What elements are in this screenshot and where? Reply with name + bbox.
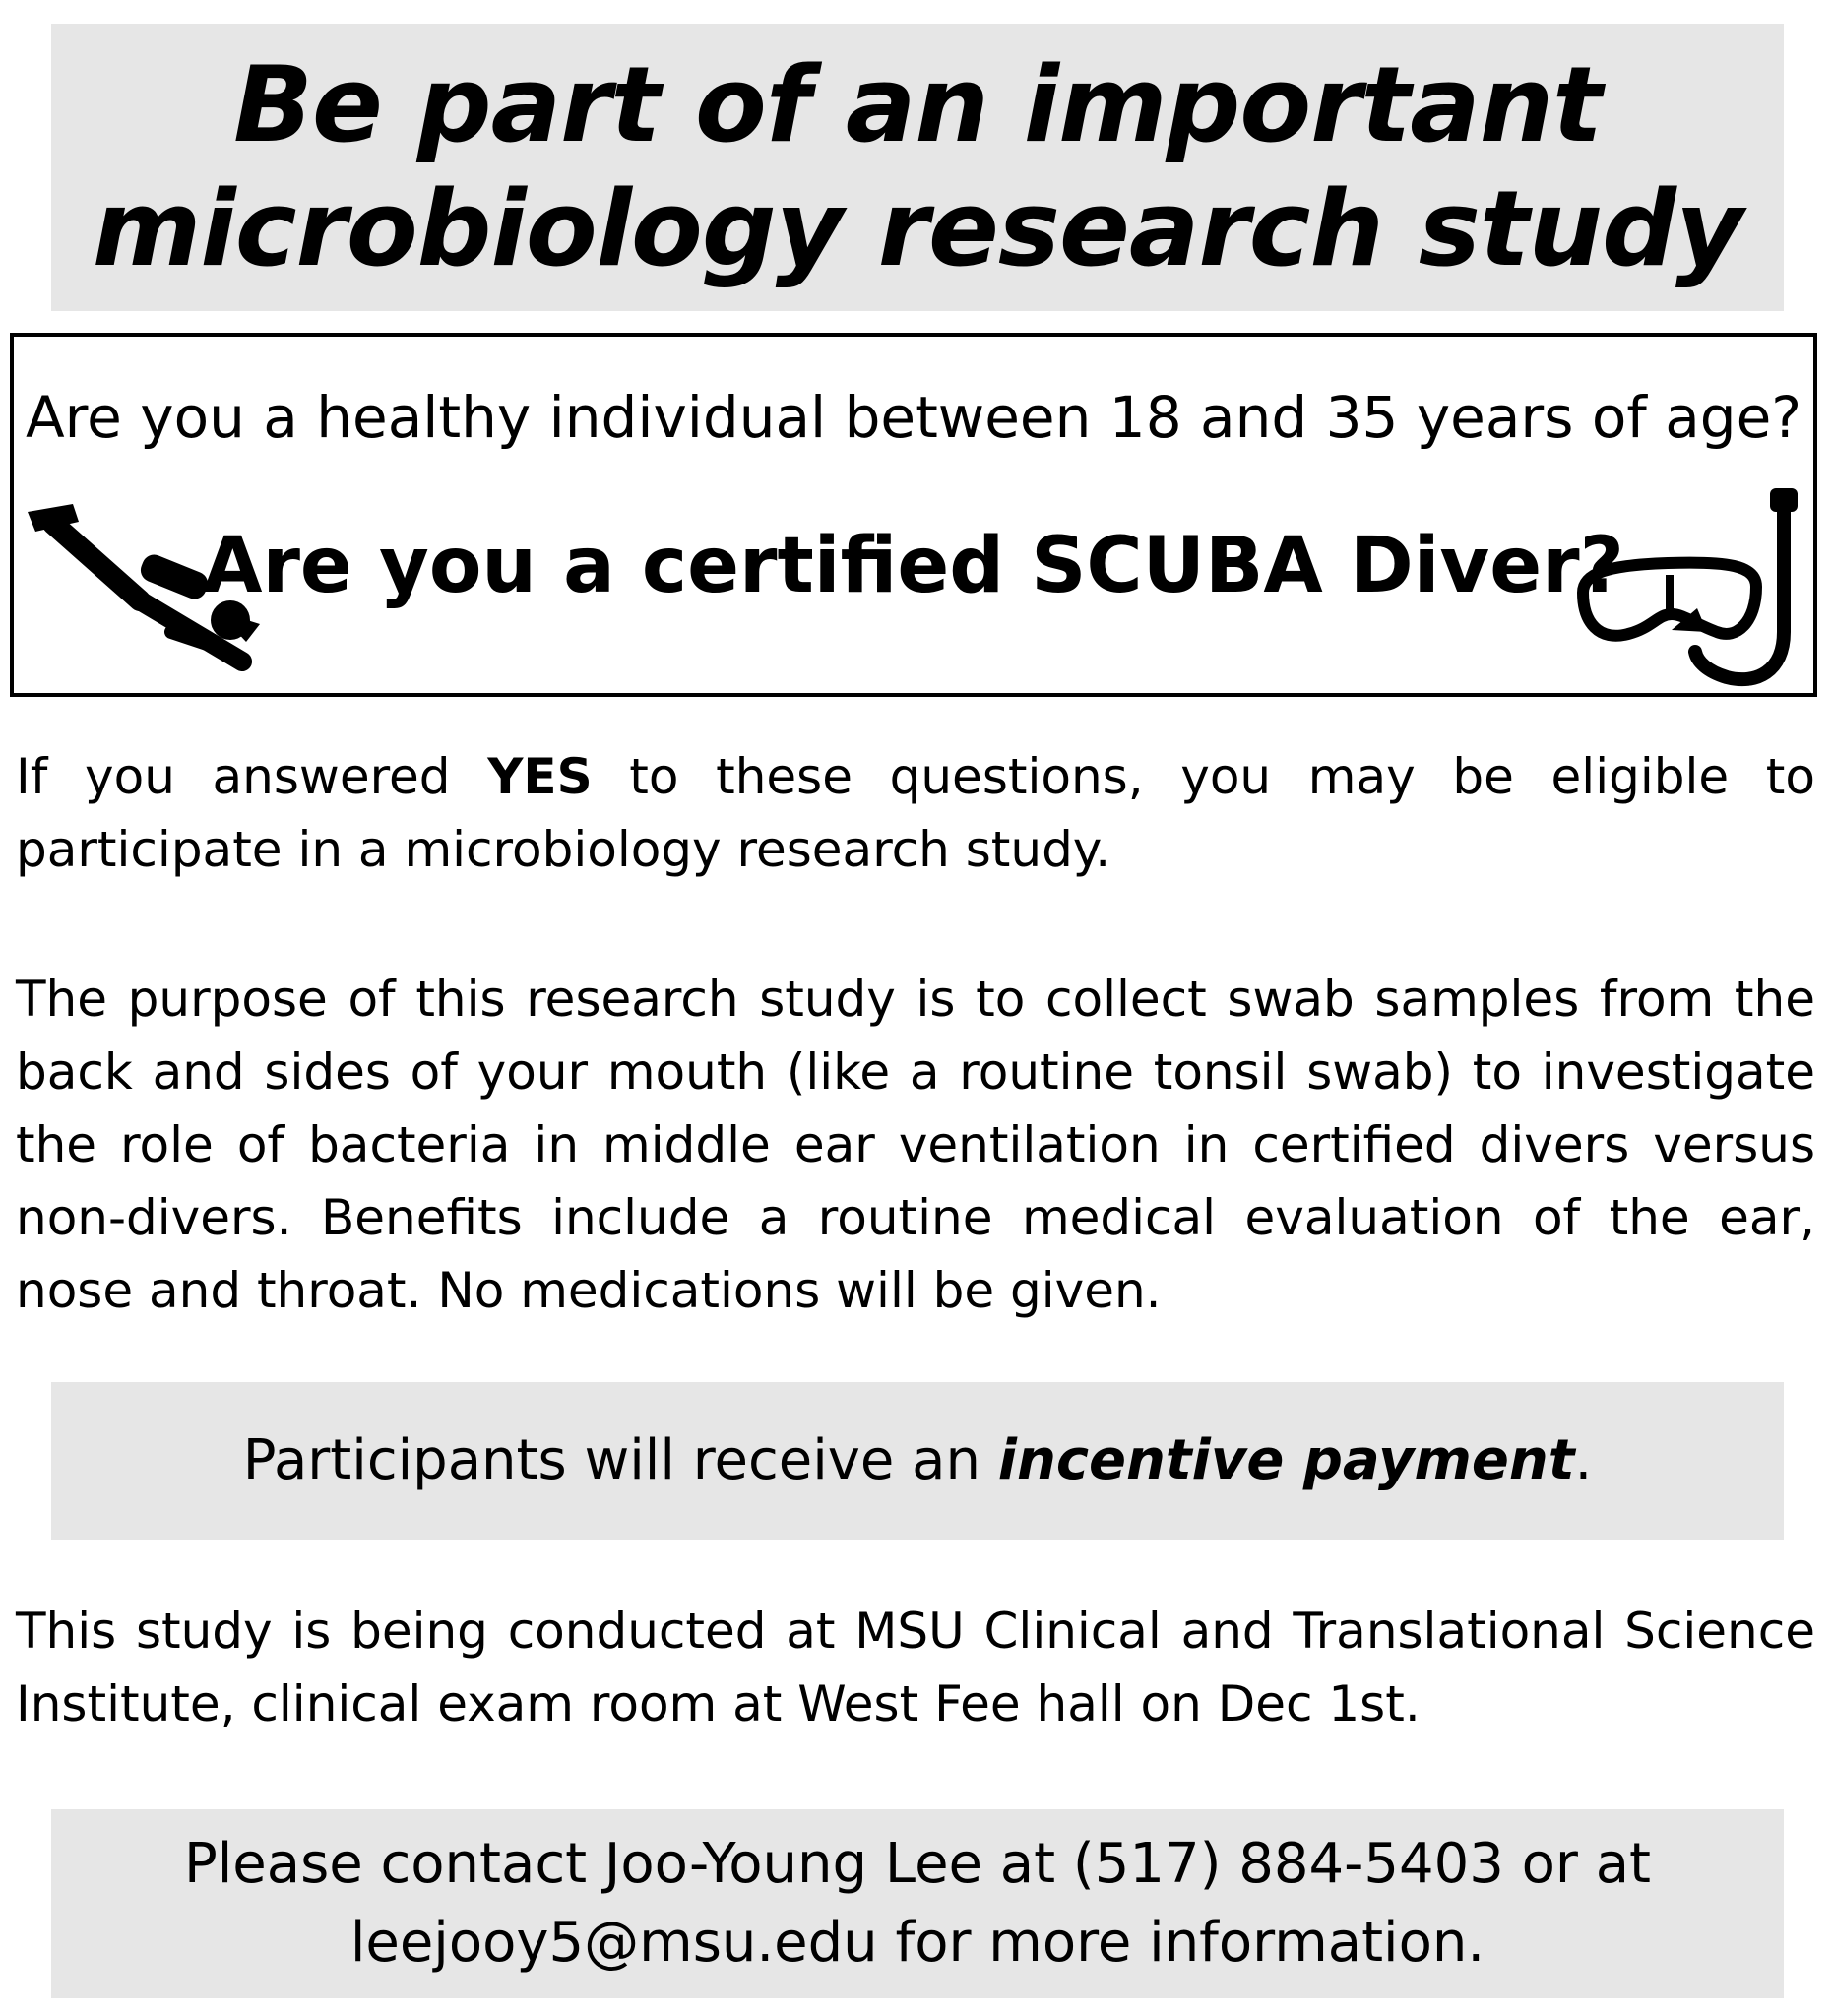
title-line-1: Be part of an important (233, 44, 1602, 165)
title-line-2: microbiology research study (92, 168, 1743, 289)
eligibility-questions-box (10, 333, 1817, 697)
incentive-banner (51, 1382, 1784, 1540)
age-question: Are you a healthy individual between 18 and 35 years of age? (25, 384, 1802, 451)
contact-line-1: Please contact Joo-Young Lee at (517) 884-5403 or at (183, 1832, 1652, 1896)
incentive-text-before: Participants will receive an (242, 1428, 998, 1492)
eligibility-text-before: If you answered (16, 748, 488, 805)
scuba-question: Are you a certified SCUBA Diver? (203, 522, 1624, 610)
contact-line-2: leejooy5@msu.edu for more information. (349, 1911, 1485, 1975)
purpose-paragraph: The purpose of this research study is to collect swab samples from the back and sides of your mouth (like a routine tonsil swab) to investigate the role of bacteria in middle ear ventilation in certified divers versus non-divers. Benefits include a routine medical evaluation of the ear, nose and throat. No medications will be given. (16, 971, 1815, 1319)
eligibility-text-after: to these questions, you may be eligible to participate in a microbiology research study. (16, 748, 1815, 878)
location-paragraph: This study is being conducted at MSU Clinical and Translational Science Institute, clinical exam room at West Fee hall on Dec 1st. (16, 1603, 1815, 1732)
contact-banner (51, 1809, 1784, 1998)
eligibility-paragraph (16, 740, 1815, 886)
yes-emphasis: YES (487, 748, 593, 805)
incentive-emphasis: incentive payment (997, 1428, 1575, 1492)
diving-mask-snorkel-icon (1569, 484, 1805, 691)
title-banner (51, 24, 1784, 311)
incentive-text-after: . (1574, 1428, 1593, 1492)
